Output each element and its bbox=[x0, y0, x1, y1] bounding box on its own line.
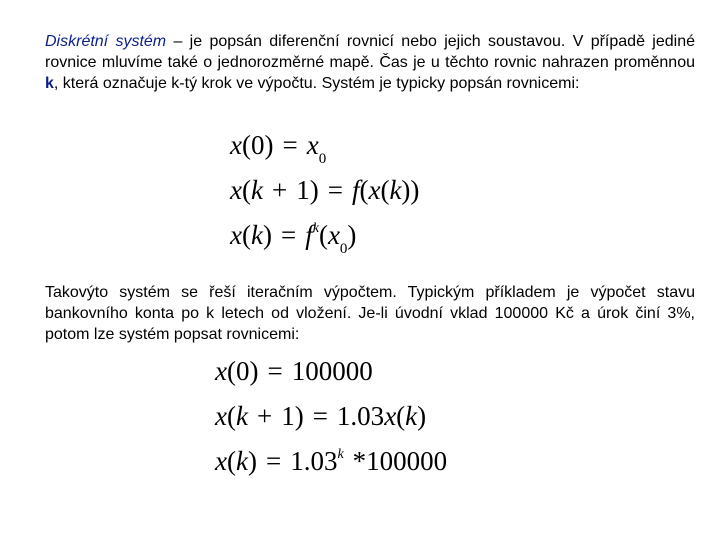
intro-text-a: – je popsán diferenční rovnicí nebo jejich soustavou. V případě jediné rovnice mluvíme také o jednorozměrné mapě. Čas je u těchto rovnic nahrazen proměnnou bbox=[45, 33, 695, 71]
general-equations bbox=[230, 124, 419, 259]
variable-k: k bbox=[45, 75, 54, 92]
bank-equation-1: x(0) = 100000 bbox=[215, 356, 373, 386]
bank-equation-2: x(k + 1) = 1.03x(k) bbox=[215, 401, 427, 431]
general-equation-1: x(0) = $x_0$ bbox=[230, 130, 327, 167]
intro-text-b: , která označuje k-tý krok ve výpočtu. Systém je typicky popsán rovnicemi: bbox=[53, 75, 580, 92]
intro-paragraph bbox=[45, 31, 695, 94]
bank-equation-3: x(k) = 1.03$^k$ *100000 bbox=[215, 446, 448, 476]
bank-equations bbox=[215, 350, 447, 485]
general-equation-3: x(k) = $f^k(x_0)$ bbox=[230, 220, 357, 257]
example-paragraph: Takovýto systém se řeší iteračním výpočtem. Typickým příkladem je výpočet stavu bankovního konta po k letech od vložení. Je-li úvodní vklad 100000 Kč a úrok činí 3%, potom lze systém popsat rovnicemi: bbox=[45, 284, 695, 343]
general-equation-2: x(k + 1) = f(x(k)) bbox=[230, 175, 420, 205]
term-discrete-system: Diskrétní systém bbox=[45, 33, 167, 50]
